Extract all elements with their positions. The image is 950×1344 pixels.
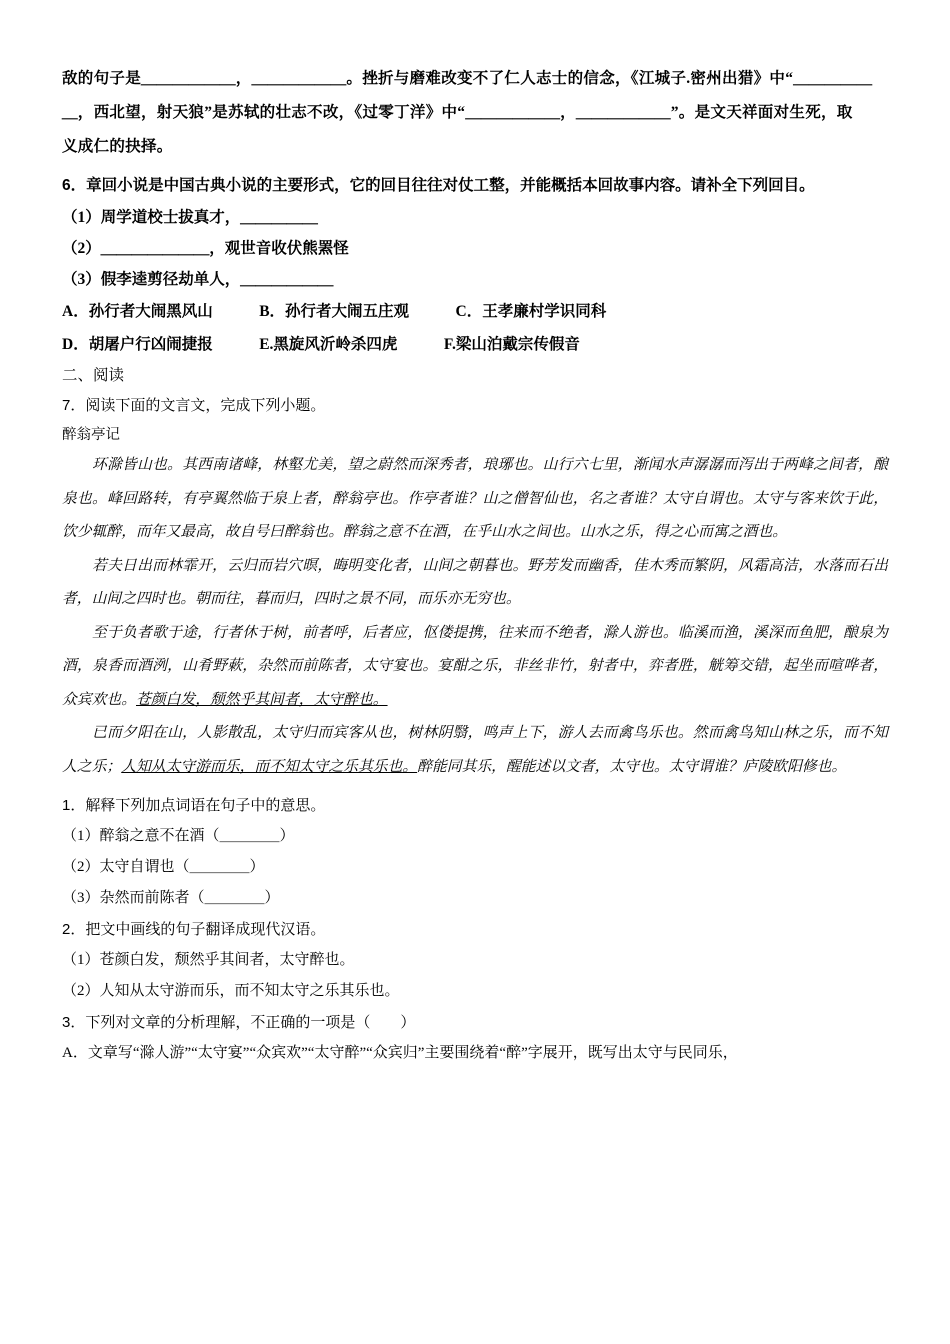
question-6-item-3: （3）假李逵剪径劫单人，＿＿＿＿＿＿: [62, 271, 334, 288]
article-paragraph-2: 若夫日出而林霏开，云归而岩穴暝，晦明变化者，山间之朝暮也。野芳发而幽香，佳木秀而繁阴，风霜高洁，水落而石出者，山间之四时也。朝而往，暮而归，四时之景不同，而乐亦无穷也。: [62, 557, 888, 607]
question-6-item-2: （2）＿＿＿＿＿＿＿，观世音收伏熊罴怪: [62, 240, 349, 257]
fragment-line-3: 义成仁的抉择。: [62, 138, 173, 155]
sub-question-2-stem: 2．把文中画线的句子翻译成现代汉语。: [62, 921, 326, 938]
sub-question-3-option-a: A．文章写“滁人游”“太守宴”“众宾欢”“太守醉”“众宾归”主要围绕着“醉”字展开，既写出太守与民同乐，: [62, 1045, 738, 1061]
article-paragraph-1: 环滁皆山也。其西南诸峰，林壑尤美，望之蔚然而深秀者，琅琊也。山行六七里，渐闻水声潺潺而泻出于两峰之间者，酿泉也。峰回路转，有亭翼然临于泉上者，醉翁亭也。作亭者谁？山之僧智仙也，名之者谁？太守自谓也。太守与客来饮于此，饮少辄醉，而年又最高，故自号曰醉翁也。醉翁之意不在酒，在乎山水之间也。山水之乐，得之心而寓之酒也。: [62, 457, 888, 540]
article-body: [62, 449, 888, 784]
question-6: [62, 170, 888, 361]
sub-question-2-item-2: （2）人知从太守游而乐，而不知太守之乐其乐也。: [62, 983, 400, 999]
sub-question-1-item-1: （1）醉翁之意不在酒（＿＿＿＿）: [62, 828, 295, 844]
fragment-line-2: ＿，西北望，射天狼”是苏轼的壮志不改，《过零丁洋》中“＿＿＿＿＿＿，＿＿＿＿＿＿”。是文天祥面对生死，取: [62, 104, 853, 121]
section-two: [62, 361, 888, 449]
article-paragraph-3-text: 至于负者歌于途，行者休于树，前者呼，后者应，伛偻提携，往来而不绝者，滁人游也。临溪而渔，溪深而鱼肥，酿泉为酒，泉香而酒洌，山肴野蔌，杂然而前陈者，太守宴也。宴酣之乐，非丝非竹，射者中，弈者胜，觥筹交错，起坐而喧哗者，众宾欢也。: [62, 624, 888, 708]
question-6-item-1: （1）周学道校士拔真才，＿＿＿＿＿: [62, 209, 318, 226]
article-title: 醉翁亭记: [62, 427, 120, 443]
sub-question-1-stem: 1．解释下列加点词语在句子中的意思。: [62, 797, 326, 814]
question-6-choices-row-1: A．孙行者大闹黑风山 B．孙行者大闹五庄观 C．王孝廉村学识同科: [62, 303, 607, 320]
sub-question-3-stem: 3．下列对文章的分析理解，不正确的一项是（ ）: [62, 1014, 416, 1031]
article-underlined-sentence-2: 人知从太守游而乐，而不知太守之乐其乐也。: [121, 758, 418, 775]
article-paragraph-4: [62, 717, 888, 784]
top-fill-in-fragment: [62, 62, 888, 164]
question-6-choices-row-2: D．胡屠户行凶闹捷报 E.黑旋风沂岭杀四虎 F.梁山泊戴宗传假音: [62, 336, 580, 353]
article-underlined-sentence-1: 苍颜白发，颓然乎其间者，太守醉也。: [136, 691, 388, 708]
question-7-stem: 7．阅读下面的文言文，完成下列小题。: [62, 397, 326, 414]
article-paragraph-4-text-b: 醉能同其乐，醒能述以文者，太守也。太守谓谁？庐陵欧阳修也。: [417, 758, 847, 775]
sub-question-1-item-2: （2）太守自谓也（＿＿＿＿）: [62, 859, 265, 875]
sub-questions: [62, 790, 888, 1069]
sub-question-2-item-1: （1）苍颜白发，颓然乎其间者，太守醉也。: [62, 952, 355, 968]
fragment-line-1: 敌的句子是＿＿＿＿＿＿，＿＿＿＿＿＿。挫折与磨难改变不了仁人志士的信念，《江城子.密州出猎》中“＿＿＿＿＿: [62, 70, 873, 87]
question-6-stem: 6．章回小说是中国古典小说的主要形式，它的回目往往对仗工整，并能概括本回故事内容。请补全下列回目。: [62, 177, 815, 194]
section-two-heading: 二、阅读: [62, 367, 125, 384]
sub-question-1-item-3: （3）杂然而前陈者（＿＿＿＿）: [62, 890, 280, 906]
article-paragraph-3: [62, 617, 888, 718]
article-paragraph-4-text-a: 已而夕阳在山，人影散乱，太守归而宾客从也，树林阴翳，鸣声上下，游人去而禽鸟乐也。然而禽鸟知山林之乐，而不知人之乐；: [62, 725, 888, 775]
